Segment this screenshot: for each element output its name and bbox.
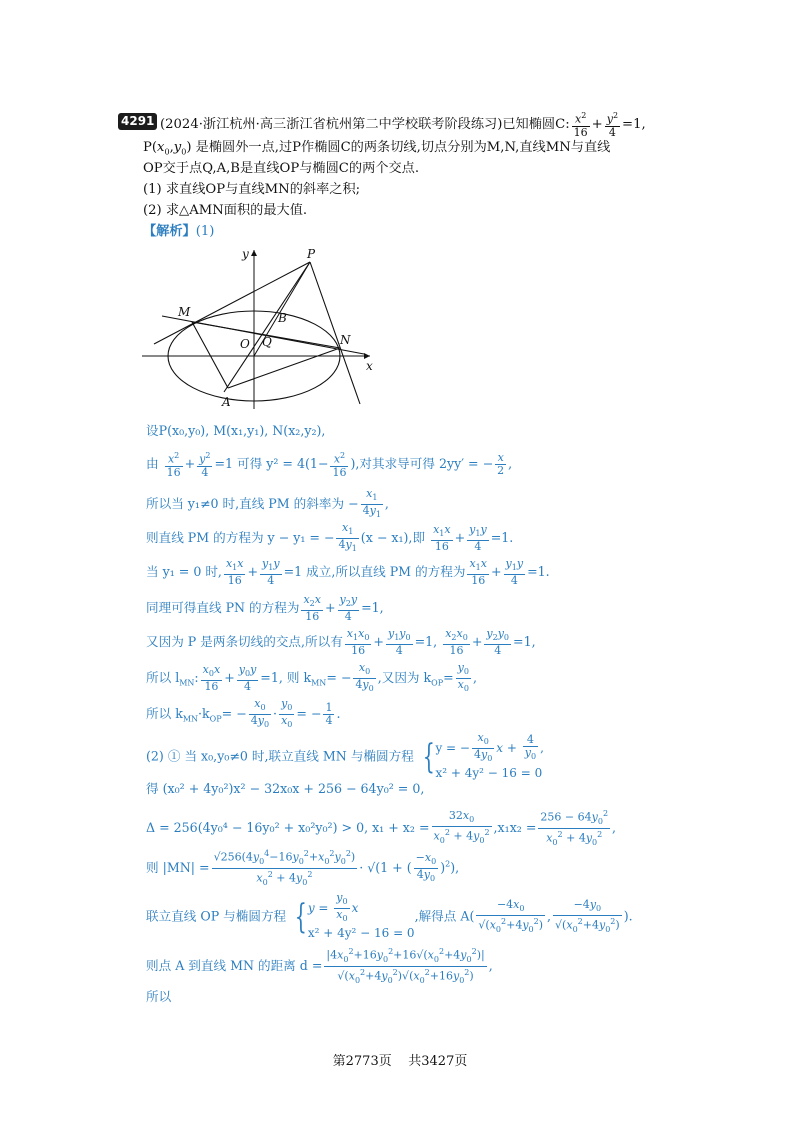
label-q: Q [262,335,272,349]
label-o: O [240,337,250,351]
problem-part-2: (2) 求△AMN面积的最大值. [143,203,308,218]
y-axis-arrow [251,250,257,256]
solution-line-8: 所以 $l_{MN}$: $\frac{x_0x}{16}$ + $\frac{y_0y}{4}$ =1, 则 $k_{MN}=$ − $\frac{x_0}{4y_0}$ ,又因为 $k_{OP}=$ $\frac{y_0}{x_0}$ , [146,661,477,694]
label-b: B [278,311,287,325]
page-footer [0,1050,800,1069]
label-n: N [340,333,351,347]
analysis-heading: 【解析】(1) [143,224,215,239]
problem-source: (2024·浙江杭州·高三浙江省杭州第二中学校联考阶段练习)已知椭圆C: [160,116,570,132]
solution-line-13: 则 |MN| = $\frac{√256(4y_0^4-16y_0^2+x_0^2y_0^2)}{x_0^2 + 4y_0^2}$ · √(1 + ( $\frac{-x_0}{4y_0}$ )$^2$), [146,849,460,887]
label-x: x [366,359,373,373]
solution-line-3: 所以当 y₁≠0 时,直线 PM 的斜率为 − $\frac{x_1}{4y_1}$ , [146,487,389,520]
tangent-line-pm [154,262,310,344]
solution-line-12: Δ = 256(4y₀⁴ − 16y₀² + x₀²y₀²) > 0, x₁ + x₂ = $\frac{32x_0}{x_0^2 + 4y_0^2}$ ,x₁x₂ = $\frac{256 - 64y_0^2}{x_0^2 + 4y_0^2}$ , [146,808,617,847]
problem-line-2: $P(x_0,y_0)$ 是椭圆外一点,过P作椭圆C的两条切线,切点分别为M,N,直线MN与直线 [143,140,611,157]
solution-line-14: 联立直线 OP 与椭圆方程 {y = $\frac{y_0}{x_0}$ x x² + 4y² − 16 = 0,解得点 A( $\frac{-4x_0}{√(x_0^2+4y_0^2)}$ , $\frac{-4y_0}{√(x_0^2+4y_0^2)}$ ). [146,891,633,941]
tangent-line-pn [310,262,360,404]
problem-part-1: (1) 求直线OP与直线MN的斜率之积; [143,182,361,197]
label-y: y [242,247,249,261]
solution-line-10: (2) ① 当 x₀,y₀≠0 时,联立直线 MN 与椭圆方程 {y = − $\frac{x_0}{4y_0}$ x + $\frac{4}{y_0}$ , x² + 4y² − 16 = 0 [146,731,544,781]
problem-line-3: OP交于点Q,A,B是直线OP与椭圆C的两个交点. [143,161,420,176]
solution-line-9: 所以 $k_{MN}\cdot k_{OP}=$ − $\frac{x_0}{4y_0}$ · $\frac{y_0}{x_0}$ = − $\frac{1}{4}$ . [146,697,341,730]
segment-an [228,348,340,388]
solution-line-4: 则直线 PM 的方程为 y − y₁ = − $\frac{x_1}{4y_1}$ (x − x₁),即 $\frac{x_1x}{16}$ + $\frac{y_1y}{4}$ =1. [146,521,514,554]
problem-number-badge: 4291 [118,113,157,130]
solution-line-16: 所以 [146,989,172,1004]
segment-am [192,322,228,388]
problem-line-1: (2024·浙江杭州·高三浙江省杭州第二中学校联考阶段练习)已知椭圆C: $\frac{x^2}{16}$ + $\frac{y^2}{4}$ =1, [160,111,646,139]
label-a: A [222,395,231,409]
label-p: P [307,247,316,261]
solution-line-7: 又因为 P 是两条切线的交点,所以有 $\frac{x_1x_0}{16}$ + $\frac{y_1y_0}{4}$ =1, $\frac{x_2x_0}{16}$ + $\frac{y_2y_0}{4}$ =1, [146,627,536,658]
ellipse-tangent-figure [142,244,382,414]
label-m: M [178,305,191,319]
solution-line-2: 由 $\frac{x^2}{16}$ + $\frac{y^2}{4}$ =1 可得 y² = 4(1− $\frac{x^2}{16}$ ),对其求导可得 2yy′ = − $\frac{x}{2}$ , [146,450,513,479]
total-pages: 共3427页 [408,1054,468,1069]
solution-line-5: 当 y₁ = 0 时, $\frac{x_1x}{16}$ + $\frac{y_1y}{4}$ =1 成立,所以直线 PM 的方程为 $\frac{x_1x}{16}$ + $\frac{y_1y}{4}$ =1. [146,557,550,588]
solution-line-1: 设P(x₀,y₀), M(x₁,y₁), N(x₂,y₂), [146,423,326,438]
solution-line-15: 则点 A 到直线 MN 的距离 d = $\frac{|4x_0^2+16y_0^2+16√(x_0^2+4y_0^2)|}{√(x_0^2+4y_0^2)√(x_0^2+16y_0^2)}$ , [146,947,493,985]
solution-line-11: 得 (x₀² + 4y₀²)x² − 32x₀x + 256 − 64y₀² = 0, [146,781,425,796]
solution-line-6: 同理可得直线 PN 的方程为 $\frac{x_2x}{16}$ + $\frac{y_2y}{4}$ =1, [146,593,384,624]
page-number: 第2773页 [332,1054,392,1069]
line-op [224,262,310,392]
